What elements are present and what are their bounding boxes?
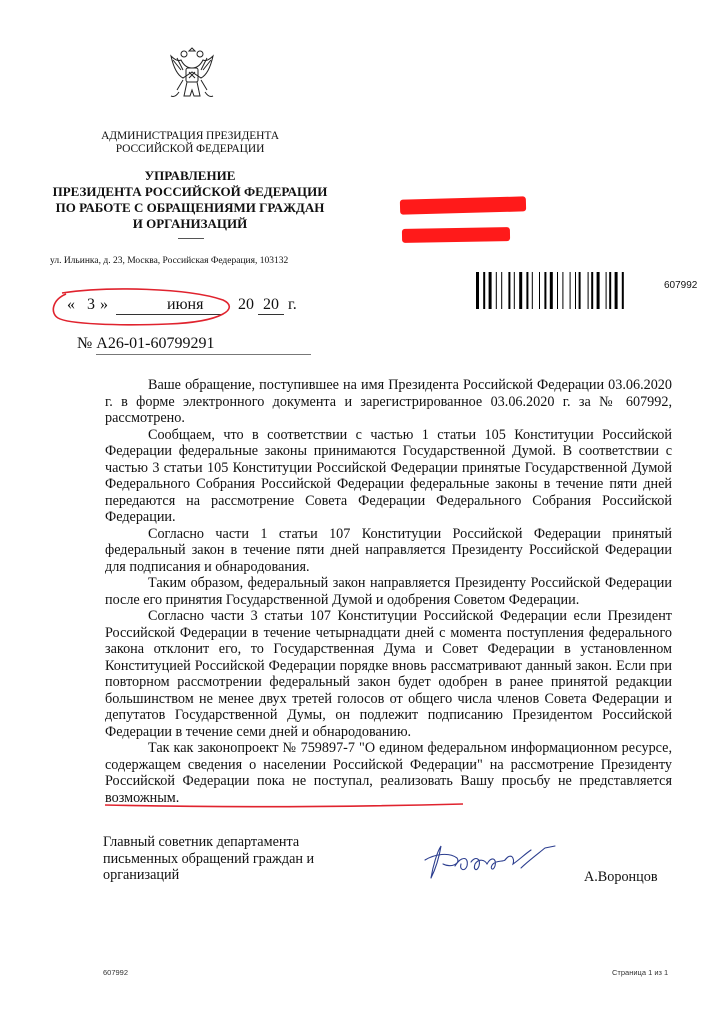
registration-number-rule — [96, 354, 311, 355]
department-heading: УПРАВЛЕНИЕ ПРЕЗИДЕНТА РОССИЙСКОЙ ФЕДЕРАЦИИ ПО РАБОТЕ С ОБРАЩЕНИЯМИ ГРАЖДАН И ОРГАНИЗАЦИЙ — [52, 168, 328, 231]
paragraph: Согласно части 3 статьи 107 Конституции Российской Федерации если Президент Российской Федерации в течение четырнадцати дней с момента поступления федерального закона отклонит его, то Государственная Дума и Совет Федерации в установленном Конституцией Российской Федерации порядке вновь рассматривают данный закон. Если при повторном рассмотрении федеральный закон будет одобрен в ранее принятой редакции большинством не менее двух третей голосов от общего числа членов Совета Федерации и депутатов Государственной Думы, он подлежит подписанию Президентом Российской Федерации в течение семи дней и обнародованию. — [105, 608, 672, 740]
red-underline-annotation — [104, 802, 464, 810]
paragraph: Ваше обращение, поступившее на имя Президента Российской Федерации 03.06.2020 г. в форме электронного документа и зарегистрированное 03.06.2020 г. за № 607992, рассмотрено. — [105, 377, 672, 426]
barcode-bar — [476, 272, 479, 309]
redacted-recipient-line-1 — [400, 196, 526, 214]
barcode-bar — [588, 272, 589, 309]
barcode-bar — [570, 272, 571, 309]
paragraph: Согласно части 1 статьи 107 Конституции Российской Федерации принятый федеральный закон в течение пяти дней направляется Президенту Российской Федерации для подписания и обнародования. — [105, 525, 672, 575]
redacted-recipient-line-2 — [402, 227, 510, 243]
heading-divider — [178, 238, 204, 239]
barcode — [476, 272, 656, 309]
barcode-bar — [562, 272, 563, 309]
date-close-quote: » — [100, 296, 108, 313]
barcode-bar — [496, 272, 497, 309]
barcode-bar — [508, 272, 510, 309]
date-month: июня — [167, 296, 204, 313]
barcode-bar — [526, 272, 528, 309]
barcode-bar — [544, 272, 546, 309]
barcode-bar — [606, 272, 607, 309]
barcode-bar — [609, 272, 611, 309]
barcode-bar — [579, 272, 581, 309]
footer-page-indicator: Страница 1 из 1 — [612, 968, 669, 977]
barcode-number: 607992 — [664, 280, 698, 291]
barcode-bar — [575, 272, 576, 309]
barcode-bar — [501, 272, 502, 309]
barcode-bar — [489, 272, 492, 309]
paragraph: Таким образом, федеральный закон направляется Президенту Российской Федерации после его принятия Государственной Думой и одобрения Советом Федерации. — [105, 575, 672, 608]
paragraph: Сообщаем, что в соответствии с частью 1 статьи 105 Конституции Российской Федерации федеральные законы принимаются Государственной Думой. В соответствии с частью 3 статьи 105 Конституции Российской Федерации принятые Государственной Думой Федерального Собрания Российской Федерации федеральные законы в течение пяти дней передаются на рассмотрение Совета Федерации Федерального Собрания Российской Федерации. — [105, 426, 672, 525]
registration-number: № А26-01-60799291 — [77, 335, 215, 352]
date-year: 20 20 г. — [238, 296, 297, 313]
barcode-bar — [532, 272, 533, 309]
coat-of-arms-icon — [165, 42, 219, 102]
signatory-name: А.Воронцов — [584, 869, 658, 885]
signatory-position: Главный советник департамента письменных обращений граждан и организаций — [103, 834, 315, 883]
date-day: 3 — [87, 296, 95, 313]
letter-body — [105, 377, 672, 806]
sender-address: ул. Ильинка, д. 23, Москва, Российская Федерация, 103132 — [50, 256, 289, 266]
date-circle-annotation — [48, 288, 234, 328]
paragraph: Так как законопроект № 759897-7 "О едином федеральном информационном ресурсе, содержащем сведения о населении Российской Федерации" на рассмотрение Президенту Российской Федерации пока не поступал, реализовать Вашу просьбу не представляется возможным. — [105, 740, 672, 806]
barcode-bar — [519, 272, 522, 309]
barcode-bar — [539, 272, 540, 309]
barcode-bar — [591, 272, 593, 309]
barcode-bar — [597, 272, 600, 309]
barcode-bar — [615, 272, 618, 309]
handwritten-signature — [415, 838, 575, 884]
barcode-bar — [557, 272, 558, 309]
barcode-bar — [483, 272, 485, 309]
barcode-bar — [514, 272, 515, 309]
date-open-quote: « — [67, 296, 75, 313]
barcode-bar — [550, 272, 553, 309]
administration-heading: АДМИНИСТРАЦИЯ ПРЕЗИДЕНТА РОССИЙСКОЙ ФЕДЕРАЦИИ — [101, 130, 279, 155]
barcode-bar — [622, 272, 624, 309]
footer-document-number: 607992 — [103, 968, 129, 977]
